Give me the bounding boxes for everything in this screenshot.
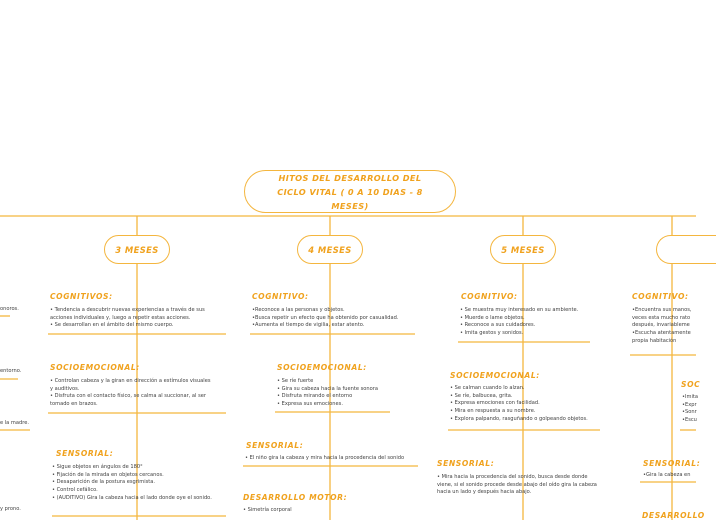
col3-cognitivo-text: • Tendencia a descubrir nuevas experiencias a través de sus acciones individuales y, luego a repetir estas acciones. • Se desarrollan en el ámbito del mismo cuerpo. bbox=[50, 307, 205, 329]
month-node-6-partial[interactable] bbox=[656, 235, 716, 264]
col6-motor-heading[interactable]: DESARROLLO bbox=[642, 511, 705, 520]
col6-cognitivo-text: •Encuentra sus manos, veces esta mucho rato después, invariableme •Escucha atentamente propia habitación bbox=[632, 307, 692, 344]
col5-socio-heading[interactable]: SOCIOEMOCIONAL: bbox=[450, 371, 540, 380]
col3-cognitivo-heading[interactable]: COGNITIVOS: bbox=[50, 292, 113, 301]
col6-sensorial-text: •Gira la cabeza en bbox=[643, 472, 691, 478]
col4-cognitivo-text: •Reconoce a las personas y objetos. •Busca repetir un efecto que ha obtenido por casualidad. •Aumenta el tiempo de vigilia, estar atento. bbox=[252, 307, 399, 329]
month-node-5[interactable] bbox=[490, 235, 556, 264]
col5-sensorial-text: • Mira hacia la procedencia del sonido, busca desde donde viene, si el sonido procede desde abajo del oído gira la cabeza hacia un lado y después hacia abajo. bbox=[437, 474, 597, 496]
col5-cognitivo-heading[interactable]: COGNITIVO: bbox=[461, 292, 518, 301]
col3-sensorial-text: • Sigue objetos en ángulos de 180° • Fijación de la mirada en objetos cercanos. • Desaparición de la postura esgrimista. • Control cefálico. • (AUDITIVO) Gira la cabeza hacia el lado donde oye el sonido. bbox=[52, 464, 212, 501]
col5-cognitivo-text: • Se muestra muy interesado en su ambiente. • Muerde o lame objetos. • Reconoce a sus cuidadores. • Imita gestos y sonidos. bbox=[460, 307, 579, 337]
col4-motor-heading[interactable]: DESARROLLO MOTOR: bbox=[243, 493, 348, 502]
left-fragment-4: y prono. bbox=[0, 506, 21, 512]
col5-sensorial-heading[interactable]: SENSORIAL: bbox=[437, 459, 495, 468]
col4-cognitivo-heading[interactable]: COGNITIVO: bbox=[252, 292, 309, 301]
month-label: 5 MESES bbox=[501, 244, 545, 255]
month-label: 3 MESES bbox=[115, 244, 159, 255]
col6-cognitivo-heading[interactable]: COGNITIVO: bbox=[632, 292, 689, 301]
col6-socio-text: •Imita •Expr •Sonr •Escu bbox=[682, 394, 699, 424]
month-node-4[interactable] bbox=[297, 235, 363, 264]
root-node[interactable] bbox=[244, 170, 456, 213]
col3-socio-heading[interactable]: SOCIOEMOCIONAL: bbox=[50, 363, 140, 372]
col4-sensorial-text: • El niño gira la cabeza y mira hacia la procedencia del sonido bbox=[245, 455, 405, 461]
col4-sensorial-heading[interactable]: SENSORIAL: bbox=[246, 441, 304, 450]
col6-sensorial-heading[interactable]: SENSORIAL: bbox=[643, 459, 701, 468]
col4-socio-text: • Se ríe fuerte • Gira su cabeza hacia la fuente sonora • Disfruta mirando el entorno • Expresa sus emociones. bbox=[277, 378, 378, 408]
month-node-3[interactable] bbox=[104, 235, 170, 264]
col3-socio-text: • Controlan cabeza y la giran en dirección a estímulos visuales y auditivos. • Disfruta con el contacto físico, se calma al succionar, al ser tomado en brazos. bbox=[50, 378, 211, 408]
col5-socio-text: • Se calman cuando lo alzan. • Se ríe, balbucea, grita. • Expresa emociones con facilidad. • Mira en respuesta a su nombre. • Explora palpando, rasguñando o golpeando objetos. bbox=[450, 385, 588, 422]
col4-motor-text: • Simetría corporal bbox=[243, 507, 292, 513]
col4-socio-heading[interactable]: SOCIOEMOCIONAL: bbox=[277, 363, 367, 372]
col3-sensorial-heading[interactable]: SENSORIAL: bbox=[56, 449, 114, 458]
left-fragment-1: onoros. bbox=[0, 306, 19, 312]
left-fragment-3: e la madre. bbox=[0, 420, 29, 426]
root-title: HITOS DEL DESARROLLO DEL CICLO VITAL ( 0 A 10 DIAS - 8 MESES) bbox=[277, 172, 423, 211]
left-fragment-2: entorno. bbox=[0, 368, 22, 374]
month-label: 4 MESES bbox=[308, 244, 352, 255]
col6-socio-heading[interactable]: SOC bbox=[681, 380, 701, 389]
